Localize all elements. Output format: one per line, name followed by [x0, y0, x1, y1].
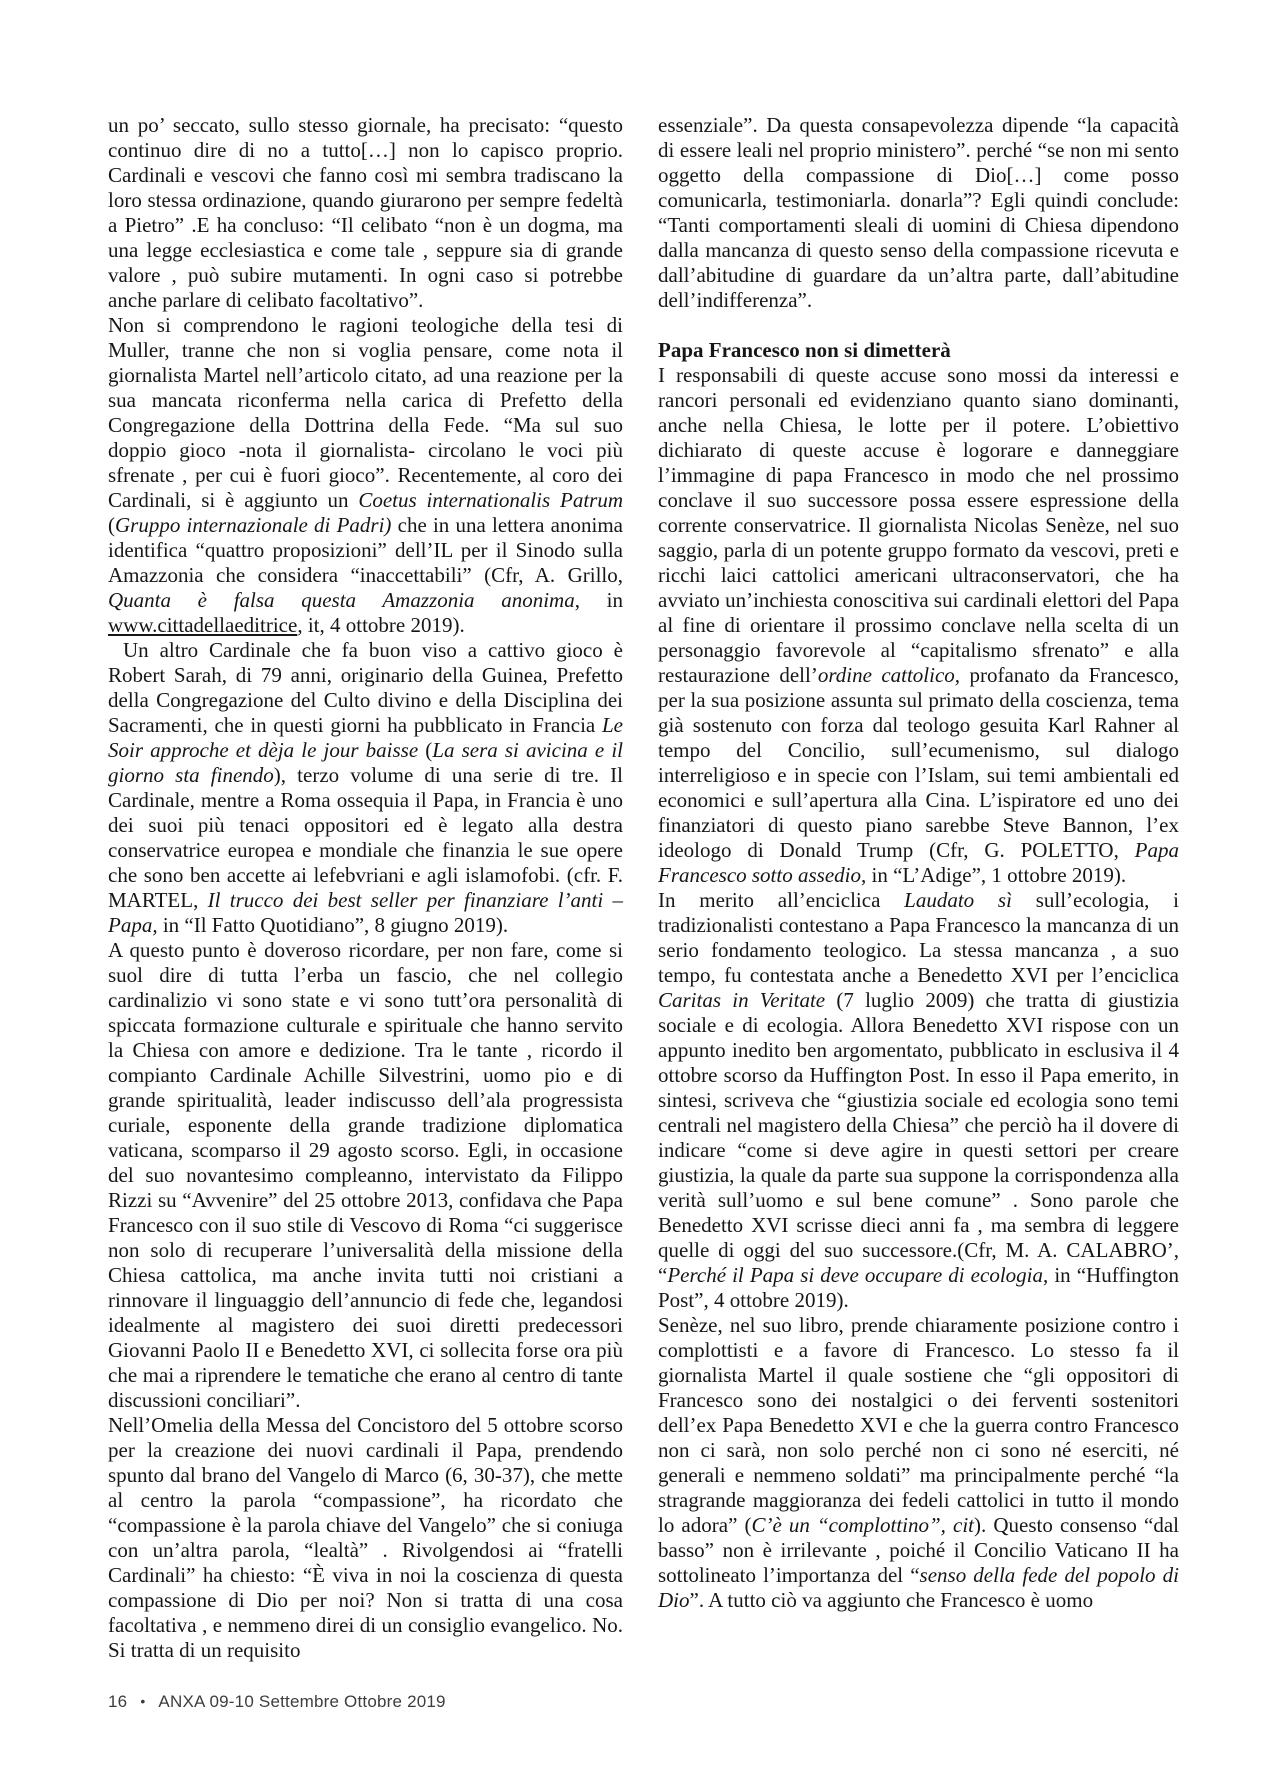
text-segment: Un altro Cardinale che fa buon viso a cattivo gioco è Robert Sarah, di 79 anni, originario della Guinea, Prefetto della Congregazione del Culto divino e della Disciplina dei Sacramenti, che in questi giorni ha pubblicato in Francia — [108, 638, 623, 737]
text-segment: essenziale”. Da questa consapevolezza dipende “la capacità di essere leali nel proprio ministero”. perché “se non mi sento oggetto della compassione di Dio[…] come posso comunicarla, testimoniarla. donarla”? Egli quindi conclude: “Tanti comportamenti sleali di uomini di Chiesa dipendono dalla mancanza di questo senso della compassione ricevuta e dall’abitudine di guardare da un’altra parte, dall’abitudine dell’indifferenza”. — [658, 113, 1179, 312]
text-segment: , in — [574, 588, 623, 612]
text-segment: che in una lettera anonima identifica “quattro proposizioni” dell’IL per il Sinodo sulla Amazzonia che considera “inaccettabili” (Cfr, A. Grillo, — [108, 513, 623, 587]
footer-bullet-icon: • — [140, 1693, 146, 1709]
text-segment: La sera si avicina e il giorno sta finendo — [108, 738, 624, 787]
paragraph — [658, 363, 1179, 888]
text-segment: un po’ seccato, sullo stesso giornale, ha precisato: “questo continuo dire di no a tutto[…] non lo capisco proprio. Cardinali e vescovi che fanno così mi sembra tradiscano la loro stessa ordinazione, quando giurarono per sempre fedeltà a Pietro” .E ha concluso: “Il celibato “non è un dogma, ma una legge ecclesiastica e come tale , seppure sia di grande valore , può subire mutamenti. In ogni caso si potrebbe anche parlare di celibato facoltativo”. — [108, 113, 623, 312]
text-segment: ordine cattolico, — [817, 663, 961, 687]
section-heading — [658, 338, 1179, 363]
text-segment: Senèze, nel suo libro, prende chiaramente posizione contro i complottisti e a favore di Francesco. Lo stesso fa il giornalista Martel il quale sostiene che “gli oppositori di Francesco sono dei nostalgici o dei ferventi sostenitori dell’ex Papa Benedetto XVI e che la guerra contro Francesco non ci sarà, non solo perché non ci sono né eserciti, né generali e nemmeno soldati” ma principalmente perché “la stragrande maggioranza dei fedeli cattolici in tutto il mondo lo adora” ( — [658, 1313, 1179, 1537]
text-segment: I responsabili di queste accuse sono mossi da interessi e rancori personali ed evidenziano quanto siano dominanti, anche nella Chiesa, le lotte per il potere. L’obiettivo dichiarato di queste accuse è logorare e danneggiare l’immagine di papa Francesco in modo che nel prossimo conclave il suo successore possa essere espressione della corrente conservatrice. Il giornalista Nicolas Senèze, nel suo saggio, parla di un potente gruppo formato da vescovi, preti e ricchi laici cattolici americani ultraconservatori, che ha avviato un’inchiesta conoscitiva sui cardinali elettori del Papa al fine di orientare il prossimo conclave nella scelta di un personaggio favorevole al “capitalismo sfrenato” e alla restaurazione dell’ — [658, 363, 1179, 687]
paragraph — [108, 313, 623, 638]
paragraph — [108, 113, 623, 313]
page-number: 16 — [108, 1692, 128, 1711]
text-segment: ( — [108, 513, 115, 537]
text-segment: A questo punto è doveroso ricordare, per non fare, come si suol dire di tutta l’erba un fascio, che nel collegio cardinalizio vi sono state e vi sono tutt’ora personalità di spiccata formazione culturale e spirituale che hanno servito la Chiesa con amore e dedizione. Tra le tante , ricordo il compianto Cardinale Achille Silvestrini, uomo pio e di grande spiritualità, leader indiscusso dell’ala progressista curiale, esponente della grande tradizione diplomatica vaticana, scomparso il 29 agosto scorso. Egli, in occasione del suo novantesimo compleanno, intervistato da Filippo Rizzi su “Avvenire” del 25 ottobre 2013, confidava che Papa Francesco con il suo stile di Vescovo di Roma “ci suggerisce non solo di recuperare l’universalità della missione della Chiesa cattolica, ma anche invita tutti noi cristiani a rinnovare il linguaggio dell’annuncio di fede che, legandosi idealmente al magistero dei suoi diretti predecessori Giovanni Paolo II e Benedetto XVI, ci sollecita forse ora più che mai a riprendere le tematiche che erano al centro di tante discussioni conciliari”. — [108, 938, 623, 1412]
paragraph — [658, 113, 1179, 313]
text-segment: Le Soir approche et dèja le jour baisse — [108, 713, 623, 762]
article-column-right — [658, 113, 1179, 1613]
text-segment: profanato da Francesco, per la sua posizione assunta sul primato della coscienza, tema già sostenuto con forza dal teologo gesuita Karl Rahner al tempo del Concilio, sull’ecumenismo, sul dialogo interreligioso e in specie con l’Islam, sui temi ambientali ed economici e sull’apertura alla Cina. L’ispiratore ed uno dei finanziatori di questo piano sarebbe Steve Bannon, l’ex ideologo di Donald Trump (Cfr, G. POLETTO, — [658, 663, 1179, 862]
text-segment: Gruppo internazionale di Padri) — [115, 513, 392, 537]
text-segment: Non si comprendono le ragioni teologiche della tesi di Muller, tranne che non si voglia pensare, come nota il giornalista Martel nell’articolo citato, ad una reazione per la sua mancata riconferma nella carica di Prefetto della Congregazione della Dottrina della Fede. “Ma sul suo doppio gioco -nota il giornalista- circolano le voci più sfrenate , per cui è fuori gioco”. Recentemente, al coro dei Cardinali, si è aggiunto un — [108, 313, 623, 512]
text-segment: ). Questo consenso “dal basso” non è irrilevante , poiché il Concilio Vaticano II ha sottolineato l’importanza del “ — [658, 1513, 1179, 1587]
text-segment: Quanta è falsa questa Amazzonia anonima — [108, 588, 575, 612]
text-segment: In merito all’enciclica — [658, 888, 905, 912]
text-segment: ( — [418, 738, 433, 762]
text-segment: in “Il Fatto Quotidiano”, 8 giugno 2019). — [157, 913, 509, 937]
text-segment: (7 luglio 2009) che tratta di giustizia sociale e di ecologia. Allora Benedetto XVI rispose con un appunto inedito ben argomentato, pubblicato in esclusiva il 4 ottobre scorso da Huffington Post. In esso il Papa emerito, in sintesi, scriveva che “giustizia sociale ed ecologia sono temi centrali nel magistero della Chiesa” che perciò ha il dovere di indicare “come si deve agire in questi settori per creare giustizia, la quale da parte sua suppone la corrispondenza alla verità sull’uomo e sul bene comune” . Sono parole che Benedetto XVI scrisse dieci anni fa , ma sembra di leggere quelle di oggi del suo successore.(Cfr, M. A. CALABRO’, “ — [658, 988, 1179, 1287]
page-footer — [108, 1691, 446, 1712]
text-segment: Caritas in Veritate — [658, 988, 826, 1012]
text-segment: Coetus internationalis Patrum — [358, 488, 623, 512]
text-segment: Papa Francesco non si dimetterà — [658, 338, 951, 362]
text-segment: Nell’Omelia della Messa del Concistoro del 5 ottobre scorso per la creazione dei nuovi cardinali il Papa, prendendo spunto dal brano del Vangelo di Marco (6, 30-37), che mette al centro la parola “compassione”, ha ricordato che “compassione è la parola chiave del Vangelo” che si coniuga con un’altra parola, “lealtà” . Rivolgendosi ai “fratelli Cardinali” ha chiesto: “È viva in noi la coscienza di questa compassione di Dio per noi? Non si tratta di una cosa facoltativa , e nemmeno direi di un consiglio evangelico. No. Si tratta di un requisito — [108, 1413, 623, 1662]
text-segment: , it, 4 ottobre 2019). — [297, 613, 465, 637]
text-segment: , in “L’Adige”, 1 ottobre 2019). — [860, 863, 1127, 887]
url-text: www.cittadellaeditrice — [108, 613, 298, 637]
text-segment: sull’ecologia, i tradizionalisti contestano a Papa Francesco la mancanza di un serio fondamento teologico. La stessa mancanza , a suo tempo, fu contestata anche a Benedetto XVI per l’enciclica — [658, 888, 1179, 987]
article-column-left — [108, 113, 623, 1663]
paragraph — [658, 1313, 1179, 1613]
paragraph — [108, 638, 623, 938]
paragraph — [108, 1413, 623, 1663]
text-segment: Laudato sì — [904, 888, 1012, 912]
text-segment: Papa Francesco sotto assedio — [658, 838, 1179, 887]
text-segment: ”. A tutto ciò va aggiunto che Francesco è uomo — [689, 1588, 1094, 1612]
paragraph — [108, 938, 623, 1413]
text-segment: Perché il Papa si deve occupare di ecologia — [667, 1263, 1043, 1287]
text-segment: ), terzo volume di una serie di tre. Il Cardinale, mentre a Roma ossequia il Papa, in Francia è uno dei suoi più tenaci oppositori ed è legato alla destra conservatrice europea e mondiale che finanzia le sue opere che sono ben accette ai lefebvriani e agli islamofobi. (cfr. F. MARTEL, — [108, 763, 623, 912]
text-segment: C’è un “complottino”, cit — [751, 1513, 975, 1537]
text-segment: Il trucco dei best seller per finanziare l’anti – Papa, — [108, 888, 623, 937]
paragraph — [658, 888, 1179, 1313]
text-segment: , in “Huffington Post”, 4 ottobre 2019). — [658, 1263, 1179, 1312]
footer-issue-label: ANXA 09-10 Settembre Ottobre 2019 — [158, 1692, 446, 1711]
text-segment: senso della fede del popolo di Dio — [658, 1563, 1179, 1612]
